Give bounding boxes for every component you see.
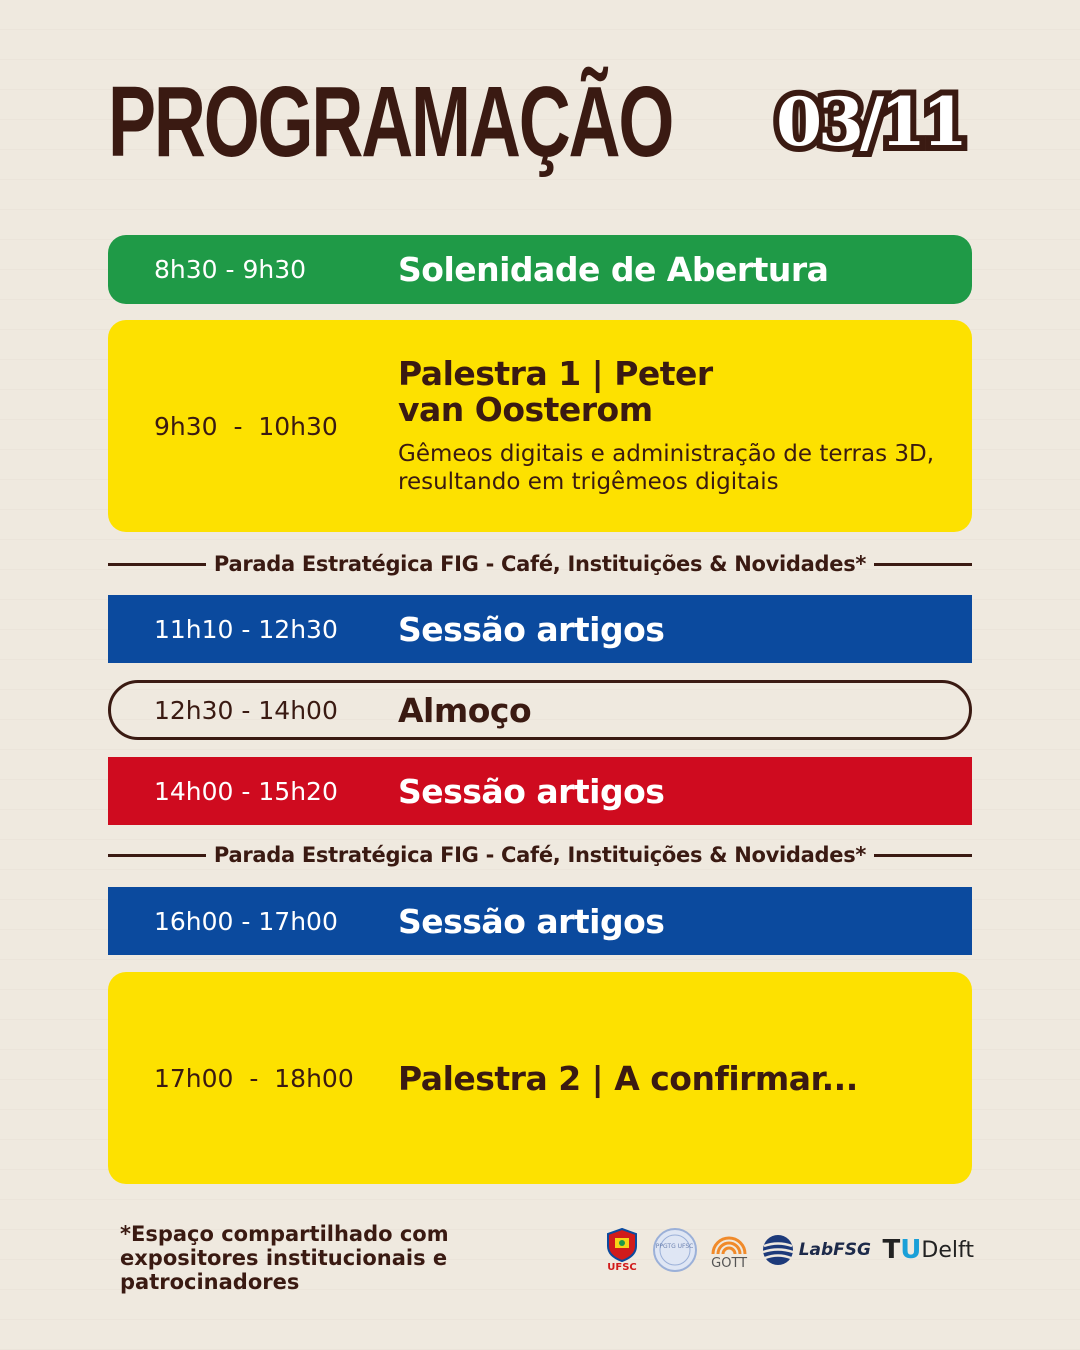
ppgtg-seal-icon [652,1227,698,1273]
labfsg-globe-icon [761,1233,871,1267]
ufsc-crest-icon [604,1228,640,1273]
event-date: 03/11 [776,83,964,161]
schedule-time: 8h30 - 9h30 [154,255,307,284]
labfsg-label: LabFSG [798,1240,871,1260]
schedule-item-session-2 [108,757,972,825]
break-divider [108,840,972,870]
gott-label: GOTT [711,1255,748,1271]
schedule-time: 11h10 - 12h30 [154,614,338,644]
schedule-time: 12h30 - 14h00 [154,695,338,725]
schedule-item-opening [108,235,972,304]
schedule-time: 17h00 - 18h00 [154,1063,354,1093]
schedule-title: Sessão artigos [398,609,665,649]
schedule-item-session-1 [108,595,972,663]
schedule-item-lunch [108,680,972,740]
divider-line [108,854,206,857]
partner-logos [604,1222,974,1278]
schedule-time: 16h00 - 17h00 [154,906,338,936]
schedule-title: Solenidade de Abertura [398,250,829,289]
ufsc-label: UFSC [607,1261,637,1273]
schedule-title: Sessão artigos [398,771,665,811]
schedule-title: Almoço [398,690,532,730]
schedule-title: Sessão artigos [398,901,665,941]
tudelft-u: U [900,1235,922,1265]
break-label: Parada Estratégica FIG - Café, Instituições & Novidades* [213,552,867,576]
schedule-time: 14h00 - 15h20 [154,776,338,806]
divider-line [874,563,972,566]
page-title: PROGRAMAÇÃO [108,66,673,178]
break-divider [108,549,972,579]
schedule-item-session-3 [108,887,972,955]
divider-line [874,854,972,857]
talk-subtitle: Gêmeos digitais e administração de terras 3D, resultando em trigêmeos digitais [398,441,935,495]
footnote: *Espaço compartilhado com expositores institucionais e patrocinadores [120,1222,449,1294]
tudelft-rest: Delft [921,1237,974,1263]
talk-details [398,356,938,496]
schedule-item-talk-2 [108,972,972,1184]
schedule-title: Palestra 2 | A confirmar... [398,1058,858,1098]
ppgtg-label: PPGTG UFSC [655,1243,694,1250]
gott-spiral-icon [709,1230,749,1271]
tudelft-flame-icon [883,1235,974,1265]
talk-title: Palestra 1 | Peter van Oosterom [398,354,713,429]
schedule-time: 9h30 - 10h30 [154,411,338,441]
schedule-item-talk-1 [108,320,972,532]
break-label: Parada Estratégica FIG - Café, Instituições & Novidades* [213,843,867,867]
divider-line [108,563,206,566]
tudelft-t: T [882,1235,901,1265]
